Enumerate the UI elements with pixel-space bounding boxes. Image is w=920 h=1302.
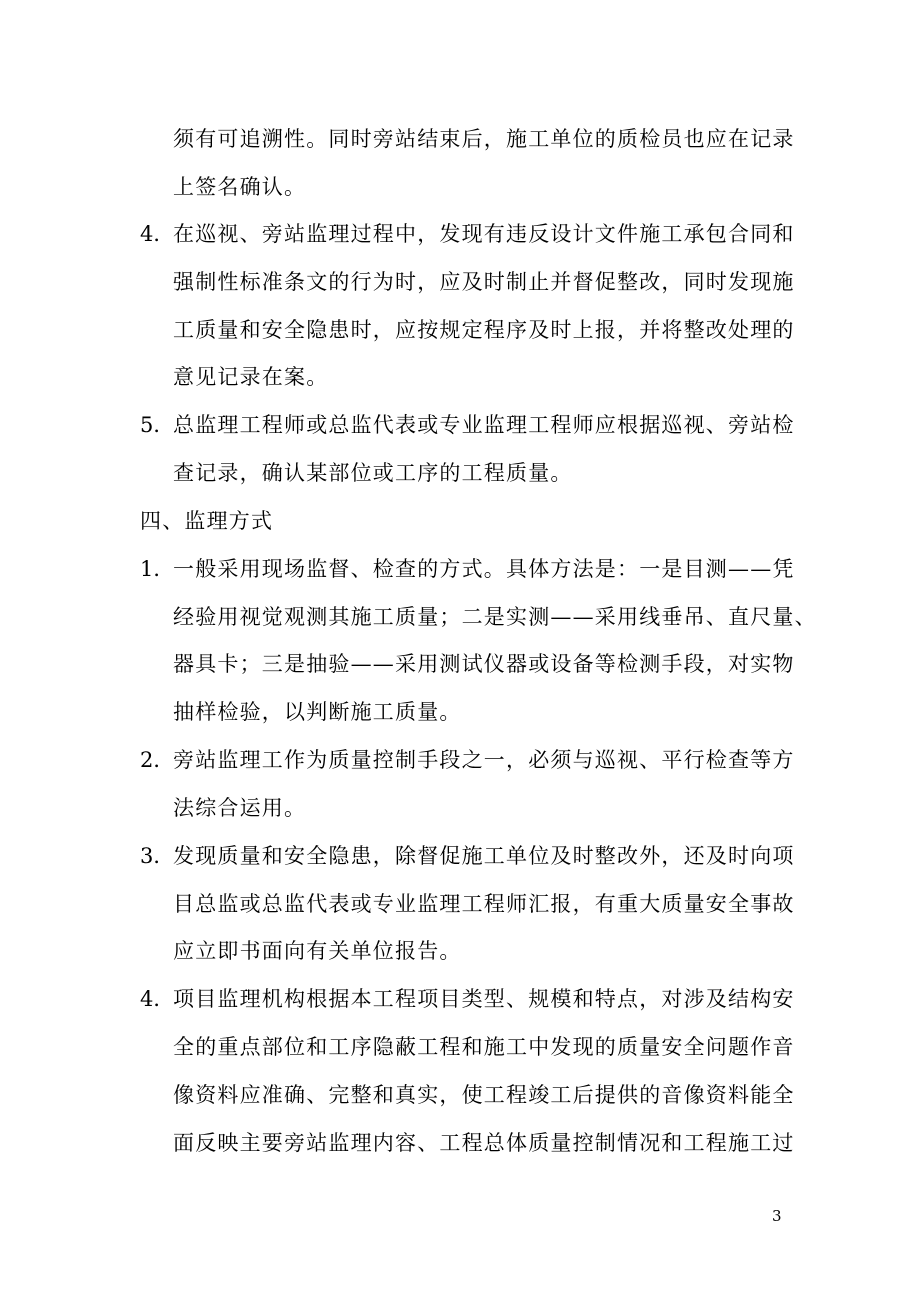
item-number: 5． <box>140 413 175 437</box>
paragraph-line: 应立即书面向有关单位报告。 <box>173 939 462 963</box>
paragraph-line: 总监理工程师或总监代表或专业监理工程师应根据巡视、旁站检 <box>173 413 795 437</box>
paragraph-line: 上签名确认。 <box>173 175 307 199</box>
item-number: 3． <box>140 844 175 868</box>
paragraph-line: 查记录，确认某部位或工序的工程质量。 <box>173 461 573 485</box>
paragraph-line: 全的重点部位和工序隐蔽工程和施工中发现的质量安全问题作音 <box>173 1035 795 1059</box>
paragraph-line: 一般采用现场监督、检查的方式。具体方法是：一是目测——凭 <box>173 557 795 581</box>
paragraph-line: 工质量和安全隐患时，应按规定程序及时上报，并将整改处理的 <box>173 318 795 342</box>
item-number: 4． <box>140 987 175 1011</box>
paragraph-line: 像资料应准确、完整和真实，使工程竣工后提供的音像资料能全 <box>173 1083 795 1107</box>
paragraph-line: 面反映主要旁站监理内容、工程总体质量控制情况和工程施工过 <box>173 1131 795 1155</box>
paragraph-line: 法综合运用。 <box>173 796 307 820</box>
paragraph-line: 在巡视、旁站监理过程中，发现有违反设计文件施工承包合同和 <box>173 222 795 246</box>
section-heading: 四、监理方式 <box>140 509 274 533</box>
paragraph-line: 强制性标准条文的行为时，应及时制止并督促整改，同时发现施 <box>173 270 795 294</box>
page-number: 3 <box>772 1207 782 1225</box>
paragraph-line: 旁站监理工作为质量控制手段之一，必须与巡视、平行检查等方 <box>173 748 795 772</box>
paragraph-line: 器具卡；三是抽验——采用测试仪器或设备等检测手段，对实物 <box>173 652 795 676</box>
paragraph-line: 发现质量和安全隐患，除督促施工单位及时整改外，还及时向项 <box>173 844 795 868</box>
paragraph-line: 抽样检验，以判断施工质量。 <box>173 700 462 724</box>
paragraph-line: 经验用视觉观测其施工质量；二是实测——采用线垂吊、直尺量、 <box>173 605 817 629</box>
item-number: 2． <box>140 748 175 772</box>
paragraph-line: 意见记录在案。 <box>173 365 329 389</box>
paragraph-line: 项目监理机构根据本工程项目类型、规模和特点，对涉及结构安 <box>173 987 795 1011</box>
paragraph-line: 目总监或总监代表或专业监理工程师汇报，有重大质量安全事故 <box>173 892 795 916</box>
item-number: 1． <box>140 557 175 581</box>
item-number: 4． <box>140 222 175 246</box>
paragraph-line: 须有可追溯性。同时旁站结束后，施工单位的质检员也应在记录 <box>173 127 795 151</box>
